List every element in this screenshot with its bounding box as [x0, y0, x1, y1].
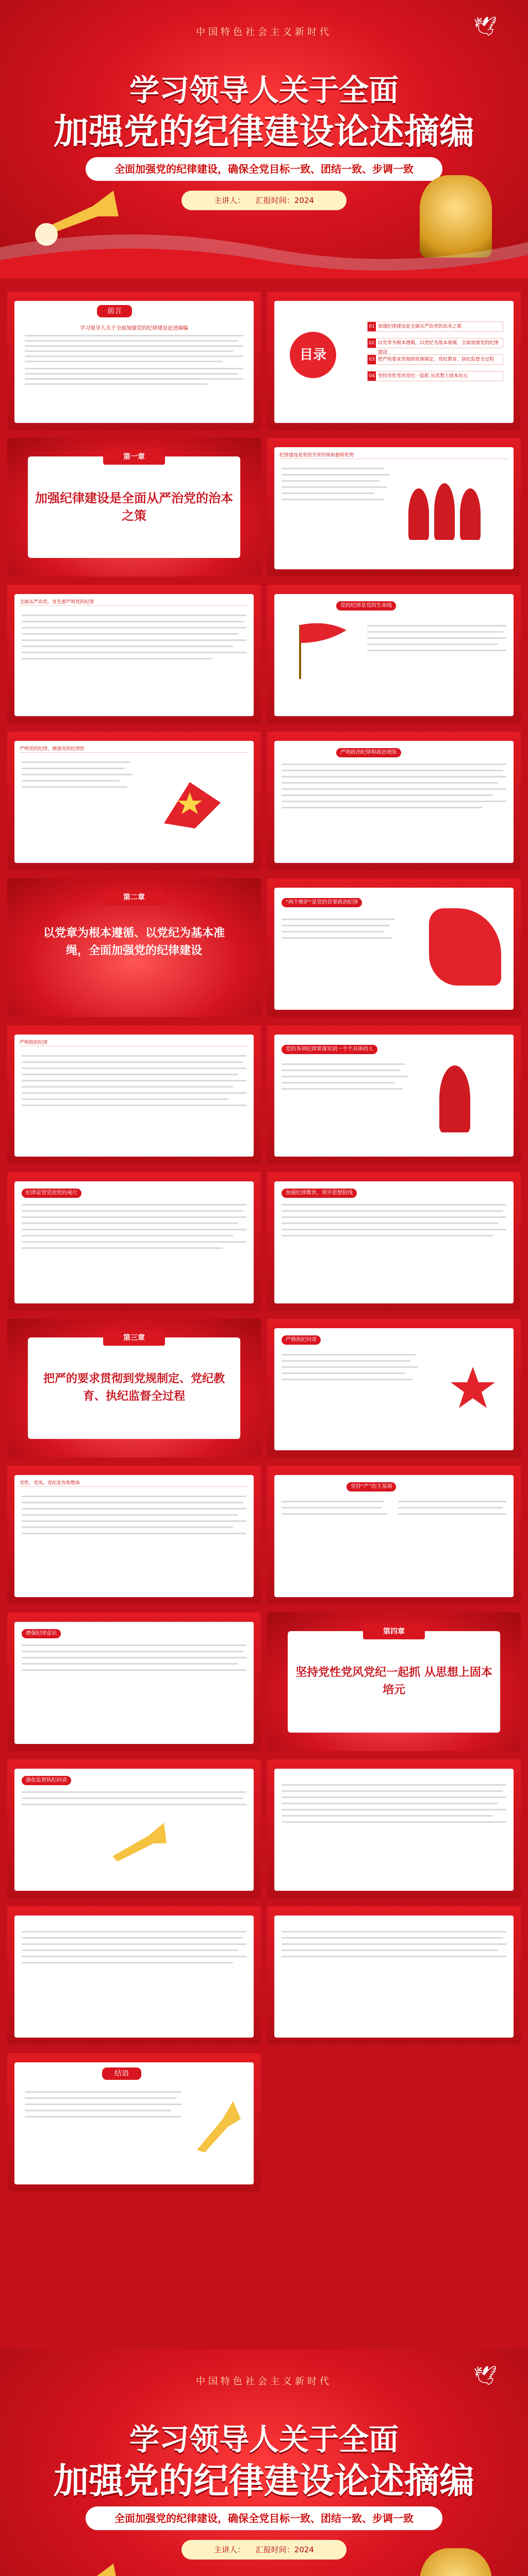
cover-banner: 全面加强党的纪律建设，确保全党目标一致、团结一致、步调一致	[86, 2506, 442, 2530]
cover-subtitle: 中国特色社会主义新时代	[196, 2376, 332, 2387]
chapter-4-slide	[267, 1613, 521, 1751]
closing-tag: 结语	[102, 2067, 141, 2080]
content-slide: 严明组织纪律	[7, 1025, 261, 1164]
cover-hero-bottom	[0, 2349, 528, 2576]
chapter-title: 把严的要求贯彻到党规制定、党纪教育、执纪监督全过程	[43, 1372, 225, 1403]
content-slide: 党性、党风、党纪是有机整体	[7, 1466, 261, 1604]
content-slide: 党的纪律是党的生命线	[267, 585, 521, 723]
content-slide: 党的各项纪律要落实到一个个具体的人	[267, 1025, 521, 1164]
presenter-label: 主讲人：	[214, 196, 245, 205]
toc-item[interactable]: 02 以党章为根本遵循，以党纪为基本准绳，全面加强党的纪律建设	[367, 338, 503, 348]
content-slide: 增强纪律意识	[7, 1613, 261, 1751]
content-slide: 纪律建设是党的光荣传统和独特优势	[267, 438, 521, 577]
cover-hero	[0, 0, 528, 278]
chapter-title: 加强纪律建设是全面从严治党的治本之策	[35, 491, 233, 523]
date-label: 汇报时间：2024	[255, 2545, 314, 2554]
chapter-3-slide	[7, 1319, 261, 1458]
cover-title-line2: 加强党的纪律建设论述摘编	[53, 112, 474, 152]
content-slide	[267, 1906, 521, 2045]
star-icon	[450, 1364, 496, 1411]
toc-item[interactable]: 01 加强纪律建设是全面从严治党的治本之策	[367, 321, 503, 332]
trumpet-icon	[192, 2098, 243, 2155]
presenter-label: 主讲人：	[214, 2545, 245, 2554]
figure-silhouette-icon	[408, 488, 429, 540]
figure-silhouette-icon	[460, 488, 481, 540]
content-slide: 纪律是管党治党的戒尺	[7, 1172, 261, 1311]
cover-meta	[182, 191, 346, 210]
dove-icon: 🕊	[473, 16, 497, 37]
chapter-tag: 第四章	[363, 1624, 425, 1639]
content-slide	[267, 1759, 521, 1898]
cover-subtitle: 中国特色社会主义新时代	[196, 27, 332, 38]
chapter-tag: 第一章	[103, 449, 165, 465]
content-slide	[7, 1906, 261, 2045]
dove-icon: 🕊	[473, 2365, 497, 2386]
toc-slide	[267, 292, 521, 430]
cover-title-line1: 学习领导人关于全面	[129, 2422, 399, 2457]
content-slide: 严格执纪问责	[267, 1319, 521, 1458]
content-slide: 严明党的纪律，增强党的纪律性	[7, 732, 261, 870]
flag-shape	[429, 908, 501, 986]
flag-icon	[290, 620, 352, 682]
content-slide: 强化监督执纪问责	[7, 1759, 261, 1898]
chapter-tag: 第三章	[103, 1330, 165, 1346]
preface-slide	[7, 292, 261, 430]
content-slide: 坚持“严”的主基调	[267, 1466, 521, 1604]
toc-card	[274, 301, 514, 423]
closing-slide	[7, 2053, 261, 2192]
cover-title-line2: 加强党的纪律建设论述摘编	[53, 2461, 474, 2502]
content-slide: 加强纪律教育，筑牢思想防线	[267, 1172, 521, 1311]
content-slide: 严明政治纪律和政治规矩	[267, 732, 521, 870]
chapter-tag: 第二章	[103, 890, 165, 905]
content-slide: 全面从严治党，首先要严明党的纪律	[7, 585, 261, 723]
cover-banner: 全面加强党的纪律建设，确保全党目标一致、团结一致、步调一致	[86, 157, 442, 181]
trumpet-icon	[31, 2558, 124, 2576]
figure-silhouette-icon	[434, 483, 455, 540]
trumpet-icon	[107, 1820, 169, 1867]
toc-item[interactable]: 04 坚持党性党风党纪一起抓 从思想上固本培元	[367, 371, 503, 381]
chapter-2-slide	[7, 878, 261, 1017]
lion-statue-icon	[420, 2548, 492, 2576]
toc-item[interactable]: 03 把严的要求贯彻到党规制定、党纪教育、执纪监督全过程	[367, 354, 503, 365]
chapter-title: 以党章为根本遵循、以党纪为基本准绳，全面加强党的纪律建设	[43, 927, 225, 957]
cover-title-line1: 学习领导人关于全面	[129, 73, 399, 108]
chapter-1-slide	[7, 438, 261, 577]
preface-tag: 前言	[97, 305, 132, 317]
preface-card	[14, 301, 254, 423]
date-label: 汇报时间：2024	[255, 196, 314, 205]
preface-heading: 学习领导人关于全面加强党的纪律建设论述摘编	[80, 326, 188, 331]
chapter-title: 坚持党性党风党纪一起抓 从思想上固本培元	[295, 1666, 492, 1697]
wave-decoration	[0, 211, 528, 278]
star-flag-icon	[159, 772, 226, 834]
cover-meta	[182, 2540, 346, 2560]
content-slide: “两个维护”是党的首要政治纪律	[267, 878, 521, 1017]
figure-silhouette-icon	[439, 1065, 470, 1132]
toc-tag: 目录	[290, 332, 336, 378]
